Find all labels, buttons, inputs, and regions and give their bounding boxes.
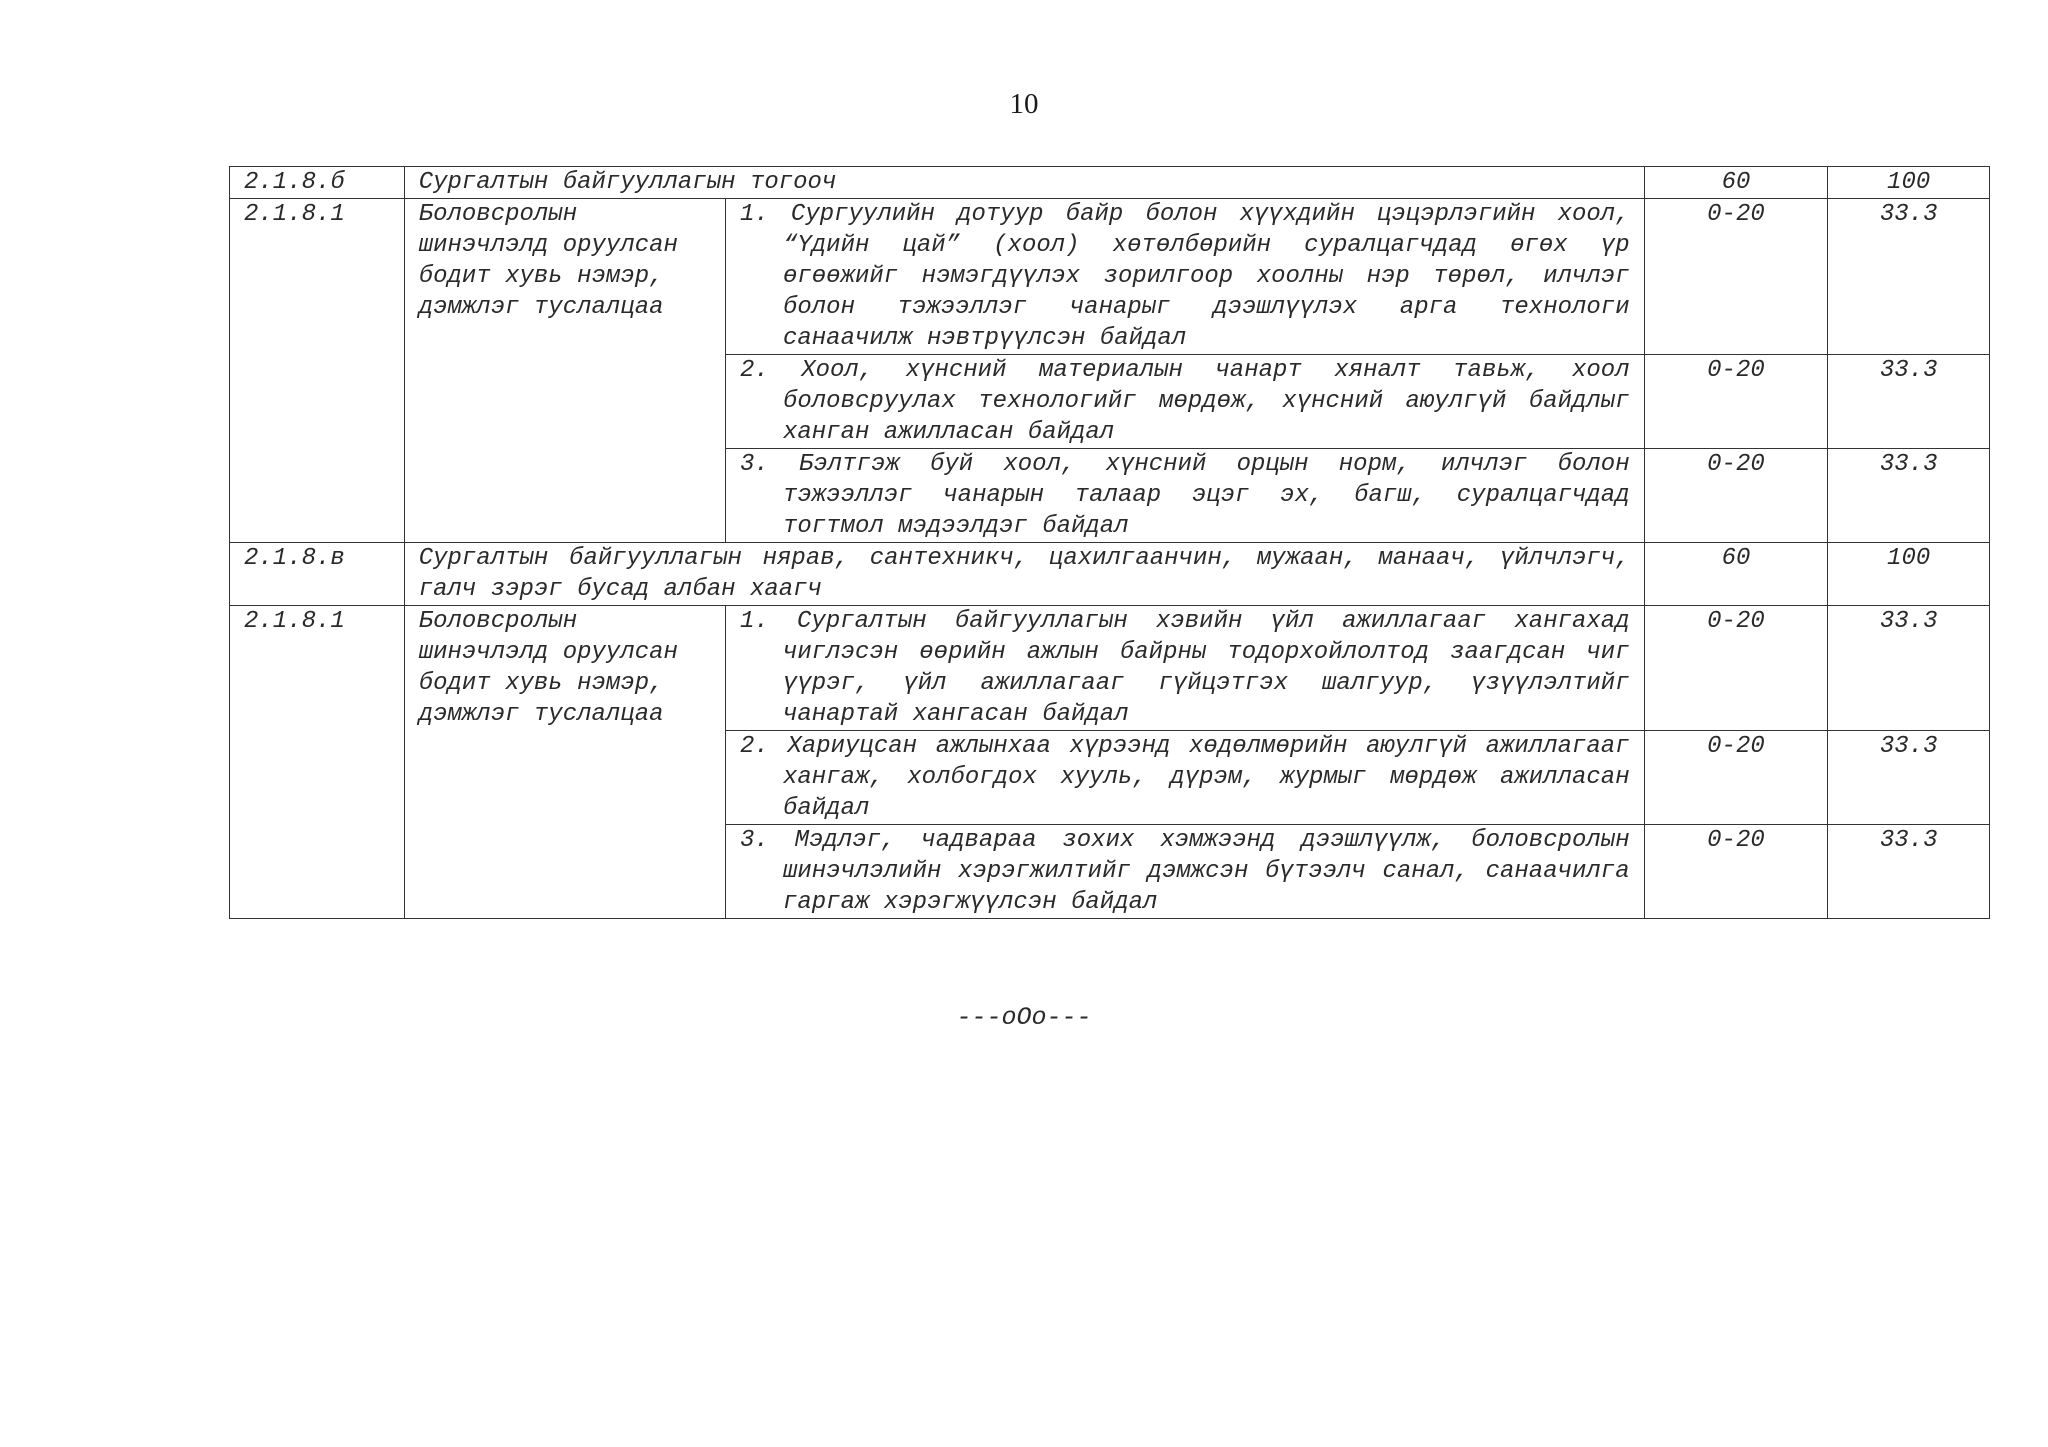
criterion-text [725,731,1644,825]
criterion-text [725,355,1644,449]
criterion-score: 0-20 [1644,199,1828,355]
section-header-row [230,543,1990,606]
criterion-percent: 33.3 [1828,449,1990,543]
criterion-text [725,825,1644,919]
section-code: 2.1.8.в [230,543,405,606]
criterion-text [725,606,1644,731]
section-code: 2.1.8.б [230,167,405,199]
section-score: 60 [1644,543,1828,606]
section-percent: 100 [1828,167,1990,199]
criterion-score: 0-20 [1644,825,1828,919]
criterion-item: 3. Бэлтгэж буй хоол, хүнсний орцын норм, илчлэг болон тэжээллэг чанарын талаар эцэг эх, багш, суралцагчдад тогтмол мэдээлдэг байдал [739,451,1630,540]
criterion-score: 0-20 [1644,449,1828,543]
criterion-score: 0-20 [1644,606,1828,731]
criterion-row [230,199,1990,355]
section-header-row [230,167,1990,199]
criterion-percent: 33.3 [1828,825,1990,919]
group-category: Боловсролын шинэчлэлд оруулсан бодит хувь нэмэр, дэмжлэг туслалцаа [404,606,725,919]
section-score: 60 [1644,167,1828,199]
criterion-percent: 33.3 [1828,731,1990,825]
section-percent: 100 [1828,543,1990,606]
criterion-score: 0-20 [1644,731,1828,825]
criterion-item: 2. Хариуцсан ажлынхаа хүрээнд хөдөлмөрийн аюулгүй ажиллагааг хангаж, холбогдох хууль, дүрэм, журмыг мөрдөж ажилласан байдал [739,733,1630,822]
criterion-item: 1. Сургалтын байгууллагын хэвийн үйл ажиллагааг хангахад чиглэсэн өөрийн ажлын байрны тодорхойлолтод заагдсан чиг үүрэг, үйл ажиллагааг гүйцэтгэх шалгуур, үзүүлэлтийг чанартай хангасан байдал [739,608,1630,728]
section-title: Сургалтын байгууллагын тогооч [404,167,1644,199]
criterion-score: 0-20 [1644,355,1828,449]
criterion-item: 1. Сургуулийн дотуур байр болон хүүхдийн цэцэрлэгийн хоол, “Үдийн цай” (хоол) хөтөлбөрийн суралцагчдад өгөх үр өгөөжийг нэмэгдүүлэх зорилгоор хоолны нэр төрөл, илчлэг болон тэжээллэг чанарыг дээшлүүлэх арга технологи санаачилж нэвтрүүлсэн байдал [739,201,1630,352]
criterion-text [725,199,1644,355]
criterion-item: 2. Хоол, хүнсний материалын чанарт хяналт тавьж, хоол боловсруулах технологийг мөрдөж, хүнсний аюулгүй байдлыг ханган ажилласан байдал [739,357,1630,446]
criterion-item: 3. Мэдлэг, чадвараа зохих хэмжээнд дээшлүүлж, боловсролын шинэчлэлийн хэрэгжилтийг дэмжсэн бүтээлч санал, санаачилга гаргаж хэрэгжүүлсэн байдал [739,827,1630,916]
criterion-percent: 33.3 [1828,199,1990,355]
criterion-text [725,449,1644,543]
group-code: 2.1.8.1 [230,199,405,543]
group-code: 2.1.8.1 [230,606,405,919]
criterion-percent: 33.3 [1828,606,1990,731]
section-title: Сургалтын байгууллагын нярав, сантехникч, цахилгаанчин, мужаан, манаач, үйлчлэгч, галч зэрэг бусад албан хаагч [404,543,1644,606]
criterion-percent: 33.3 [1828,355,1990,449]
group-category: Боловсролын шинэчлэлд оруулсан бодит хувь нэмэр, дэмжлэг туслалцаа [404,199,725,543]
evaluation-criteria-table [229,166,1990,919]
page-number: 10 [1009,88,1039,120]
end-of-document-mark: ---оОо--- [956,1003,1092,1032]
criterion-row [230,606,1990,731]
